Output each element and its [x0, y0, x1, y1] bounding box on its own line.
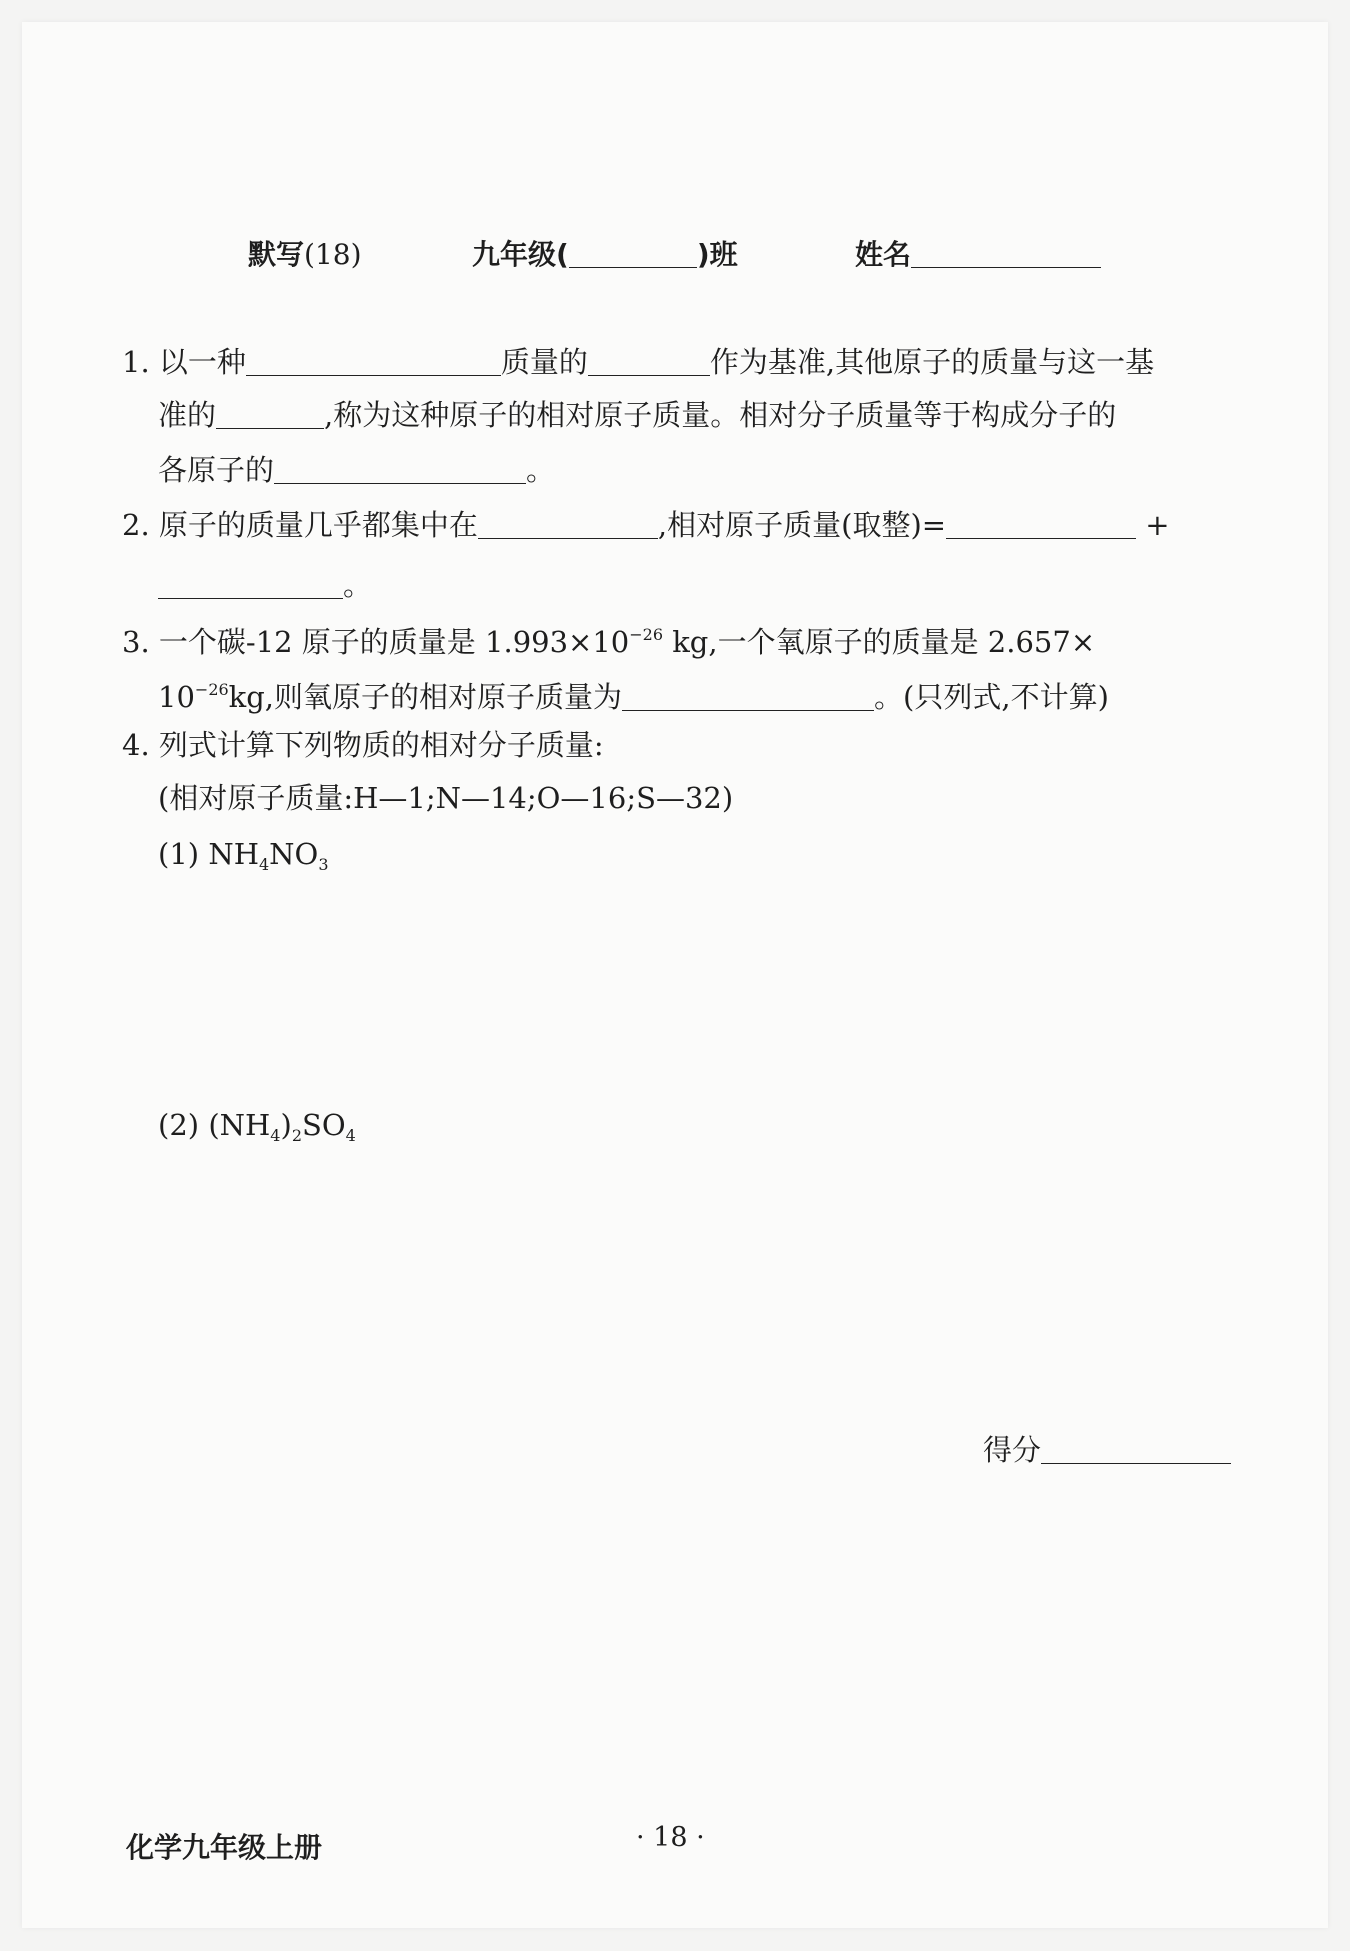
footer-book-title: 化学九年级上册	[126, 1831, 323, 1864]
worksheet-page	[22, 22, 1328, 1928]
worksheet-title: 默写(18)	[248, 238, 362, 271]
name-blank[interactable]	[911, 237, 1101, 268]
q2-blank-3[interactable]	[158, 568, 343, 599]
q1-line-2: 准的 ,称为这种原子的相对原子质量。相对分子质量等于构成分子的	[158, 398, 1117, 432]
q4-title: 4. 列式计算下列物质的相对分子质量:	[122, 728, 604, 762]
q4-sub-1: (1) $NH_4NO_3$	[158, 837, 329, 874]
page-number: · 18 ·	[636, 1822, 705, 1853]
q1-line-1: 1. 以一种 质量的 作为基准,其他原子的质量与这一基	[122, 345, 1155, 379]
q2-blank-2[interactable]	[946, 508, 1136, 539]
name-field: 姓名	[855, 233, 1101, 273]
class-field: 九年级( )班	[472, 238, 738, 271]
score-field: 得分	[983, 1430, 1231, 1470]
class-blank[interactable]	[569, 237, 697, 268]
q4-sub-2: (2) $(NH_4)_2SO_4$	[158, 1108, 356, 1145]
q2-blank-1[interactable]	[478, 508, 658, 539]
q1-blank-1[interactable]	[246, 345, 501, 376]
q3-line-1: 3. 一个碳-12 原子的质量是 $1.993\times 10^{-26}$ kg,一个氧原子的质量是 2.657×	[122, 625, 1096, 659]
q4-atomic-masses: (相对原子质量:H—1;N—14;O—16;S—32)	[158, 781, 734, 815]
q1-blank-4[interactable]	[274, 453, 526, 484]
q1-blank-3[interactable]	[216, 398, 324, 429]
q2-line-2: 。	[158, 565, 372, 605]
q1-line-3: 各原子的 。	[158, 453, 556, 487]
q1-blank-2[interactable]	[588, 345, 710, 376]
q2-line-1: 2. 原子的质量几乎都集中在 ,相对原子质量(取整)= +	[122, 508, 1170, 542]
q3-blank-1[interactable]	[622, 680, 874, 711]
score-blank[interactable]	[1041, 1433, 1231, 1464]
q3-line-2: $10^{-26}kg$,则氧原子的相对原子质量为 。(只列式,不计算)	[158, 680, 1109, 714]
